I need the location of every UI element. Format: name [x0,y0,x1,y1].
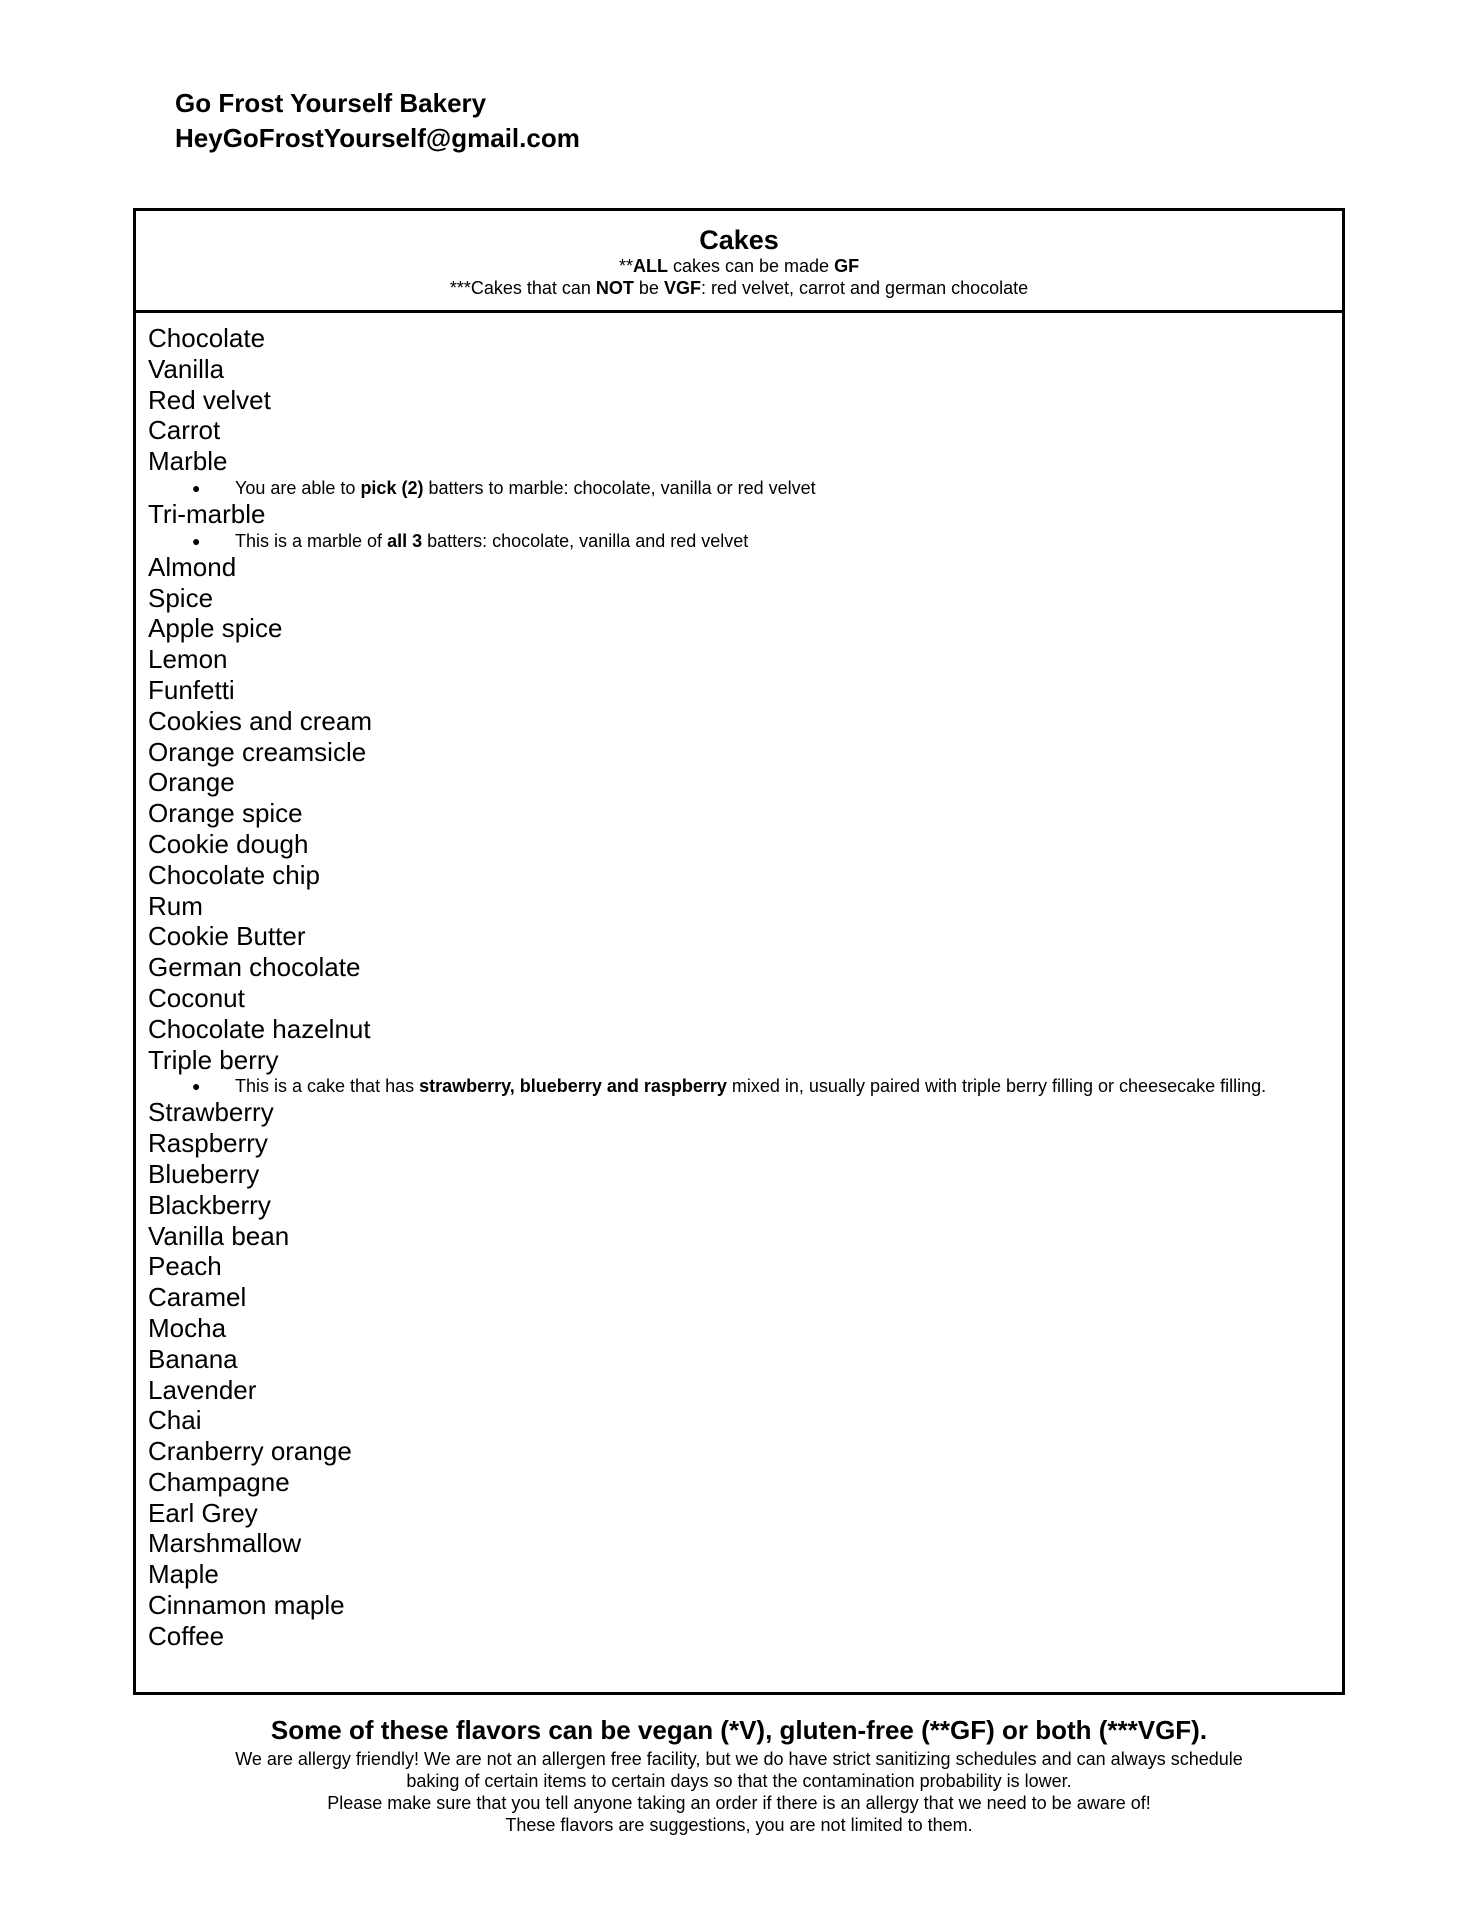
flavor-item: Cookie dough [148,828,309,859]
flavor-item: Orange creamsicle [148,736,367,767]
footer-line: Please make sure that you tell anyone taking an order if there is an allergy that we need to be aware of! [327,1793,1151,1813]
flavor-item: Cookies and cream [148,705,372,736]
vgf-note-list: : red velvet, carrot and german chocolate [700,278,1029,298]
flavor-item: Banana [148,1343,238,1374]
flavor-item: Cookie Butter [148,921,306,952]
flavor-item: Vanilla bean [148,1220,290,1251]
allergy-footer [133,1712,1345,1836]
flavor-item: Chai [148,1405,202,1436]
bakery-name: Go Frost Yourself Bakery [175,88,487,118]
vgf-note-vgf: VGF [663,278,701,298]
flavor-item: Marshmallow [148,1528,302,1559]
gf-note [136,255,1342,277]
vgf-note-prefix: ***Cakes that can [449,278,596,298]
flavor-item: Marble [148,446,228,477]
bullet-icon: ● [192,1078,201,1095]
flavor-item: Carrot [148,415,221,446]
berry-note-rest: mixed in, usually paired with triple berry filling or cheesecake filling. [726,1076,1267,1097]
flavor-item: German chocolate [148,952,361,983]
footer-line: baking of certain items to certain days so that the contamination probability is lower. [406,1771,1072,1791]
trimarble-note-text: This is a marble of [235,530,388,551]
flavor-item: Orange spice [148,798,303,829]
footer-title: Some of these flavors can be vegan (*V), gluten-free (**GF) or both (***VGF). [270,1715,1208,1745]
flavor-item: Triple berry [148,1044,279,1075]
flavor-item: Earl Grey [148,1497,258,1528]
flavor-item: Blackberry [148,1189,271,1220]
vgf-note-be: be [633,278,664,298]
flavor-item: Cranberry orange [148,1436,352,1467]
trimarble-note [148,530,1342,552]
flavor-item: Champagne [148,1466,290,1497]
flavor-item: Cinnamon maple [148,1590,345,1621]
flavor-item: Lavender [148,1374,257,1405]
gf-note-text: cakes can be made [667,256,835,276]
flavor-item: Orange [148,767,235,798]
flavor-item: Lemon [148,644,228,675]
marble-note-rest: batters to marble: chocolate, vanilla or red velvet [423,477,816,498]
marble-note-text: You are able to [235,477,361,498]
bullet-icon: ● [192,479,201,496]
footer-line: These flavors are suggestions, you are not limited to them. [505,1815,973,1835]
flavor-item: Tri-marble [148,498,266,529]
berry-note-text: This is a cake that has [235,1076,420,1097]
flavor-item: Maple [148,1559,219,1590]
flavor-item: Chocolate hazelnut [148,1013,371,1044]
cakes-table-header [136,211,1342,313]
footer-line: We are allergy friendly! We are not an allergen free facility, but we do have strict sanitizing schedules and can always schedule [235,1749,1243,1769]
marble-note-pick: pick (2) [360,477,424,498]
gf-note-all: ALL [632,256,668,276]
flavor-item: Funfetti [148,674,235,705]
gf-note-gf: GF [834,256,860,276]
marble-note [148,477,1342,499]
flavor-item: Red velvet [148,384,271,415]
flavor-item: Coconut [148,982,245,1013]
vgf-note [136,277,1342,299]
flavor-item: Almond [148,551,237,582]
flavor-item: Coffee [148,1620,225,1651]
page-header [175,86,580,156]
vgf-note-not: NOT [595,278,634,298]
bakery-email: HeyGoFrostYourself@gmail.com [175,123,580,153]
flavor-item: Blueberry [148,1158,260,1189]
flavor-item: Chocolate [148,323,266,353]
flavor-item: Peach [148,1251,222,1282]
flavor-item: Caramel [148,1282,247,1313]
cakes-title: Cakes [699,225,779,255]
trimarble-note-rest: batters: chocolate, vanilla and red velvet [422,530,749,551]
flavor-item: Vanilla [148,353,225,384]
bullet-icon: ● [192,532,201,549]
flavor-item: Apple spice [148,613,283,644]
flavor-list [136,313,1342,1652]
gf-note-prefix: ** [618,256,633,276]
cakes-table [133,208,1345,1695]
triple-berry-note [148,1075,1342,1097]
flavor-item: Strawberry [148,1097,274,1128]
flavor-item: Raspberry [148,1128,268,1159]
berry-note-berries: strawberry, blueberry and raspberry [419,1076,727,1097]
flavor-item: Spice [148,582,214,613]
flavor-item: Rum [148,890,203,921]
flavor-item: Chocolate chip [148,859,320,890]
trimarble-note-all: all 3 [387,530,423,551]
flavor-item: Mocha [148,1312,227,1343]
